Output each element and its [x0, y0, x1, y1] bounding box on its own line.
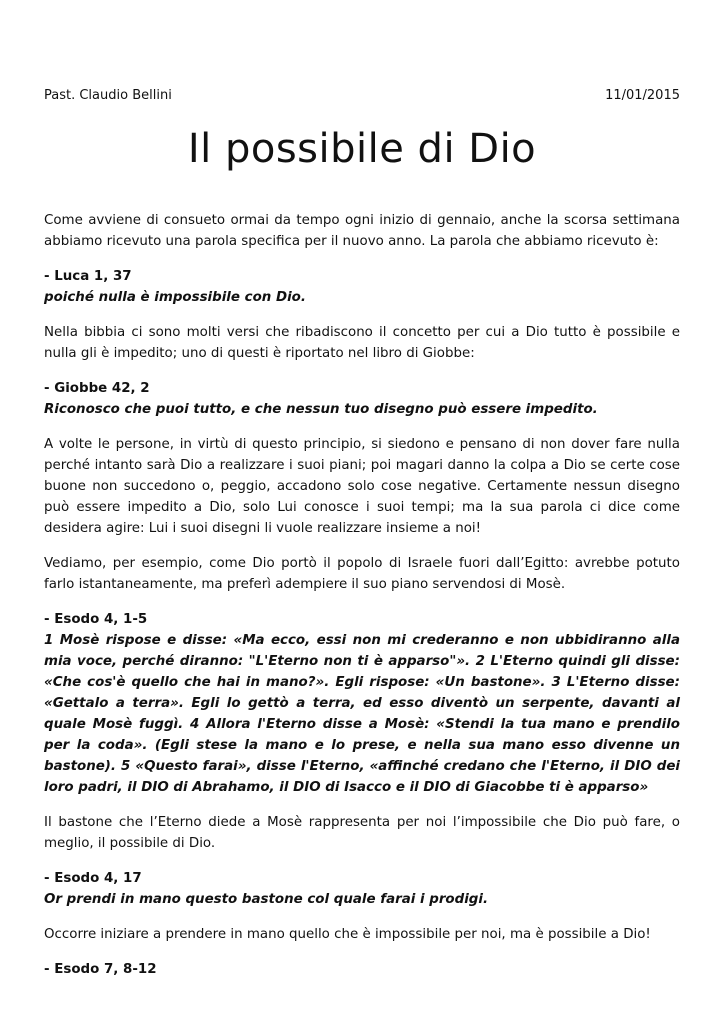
verse-block [44, 609, 680, 798]
document-body [44, 210, 680, 980]
paragraph: Nella bibbia ci sono molti versi che ribadiscono il concetto per cui a Dio tutto è possibile e nulla gli è impedito; uno di questi è riportato nel libro di Giobbe: [44, 325, 680, 361]
verse-text: 1 Mosè rispose e disse: «Ma ecco, essi non mi crederanno e non ubbidiranno alla mia voce, perché diranno: "L'Eterno non ti è apparso"». 2 L'Eterno quindi gli disse: «Che cos'è quello che hai in mano?». Egli rispose: «Un bastone». 3 L'Eterno disse: «Gettalo a terra». Egli lo gettò a terra, ed esso diventò un serpente, davanti al quale Mosè fuggì. 4 Allora l'Eterno disse a Mosè: «Stendi la tua mano e prendilo per la coda». (Egli stese la mano e lo prese, e nella sua mano esso divenne un bastone). 5 «Questo farai», disse l'Eterno, «affinché credano che l'Eterno, il DIO dei loro padri, il DIO di Abrahamo, il DIO di Isacco e il DIO di Giacobbe ti è apparso» [44, 633, 680, 795]
verse-reference: - Esodo 4, 1-5 [44, 612, 148, 627]
verse-text: Or prendi in mano questo bastone col quale farai i prodigi. [44, 892, 489, 907]
verse-text: Riconosco che puoi tutto, e che nessun tuo disegno può essere impedito. [44, 402, 598, 417]
verse-reference: - Giobbe 42, 2 [44, 381, 150, 396]
paragraph-intro: Come avviene di consueto ormai da tempo ogni inizio di gennaio, anche la scorsa settimana abbiamo ricevuto una parola specifica per il nuovo anno. La parola che abbiamo ricevuto è: [44, 213, 680, 249]
verse-reference: - Esodo 4, 17 [44, 871, 142, 886]
page-title: Il possibile di Dio [187, 126, 537, 172]
document-date: 11/01/2015 [605, 88, 680, 103]
verse-block [44, 868, 680, 910]
verse-reference: - Luca 1, 37 [44, 269, 132, 284]
paragraph: A volte le persone, in virtù di questo principio, si siedono e pensano di non dover fare nulla perché intanto sarà Dio a realizzare i suoi piani; poi magari danno la colpa a Dio se certe cose buone non succedono o, peggio, accadono solo cose negative. Certamente nessun disegno può essere impedito a Dio, solo Lui conosce i suoi tempi; ma la sua parola ci dice come desidera agire: Lui i suoi disegni li vuole realizzare insieme a noi! [44, 437, 680, 536]
paragraph: Il bastone che l’Eterno diede a Mosè rappresenta per noi l’impossibile che Dio può fare, o meglio, il possibile di Dio. [44, 815, 680, 851]
verse-block [44, 378, 680, 420]
paragraph: Vediamo, per esempio, come Dio portò il popolo di Israele fuori dall’Egitto: avrebbe potuto farlo istantaneamente, ma preferì adempiere il suo piano servendosi di Mosè. [44, 556, 680, 592]
verse-block [44, 266, 680, 308]
verse-text: poiché nulla è impossibile con Dio. [44, 290, 306, 305]
paragraph: Occorre iniziare a prendere in mano quello che è impossibile per noi, ma è possibile a Dio! [44, 927, 651, 942]
author-name: Past. Claudio Bellini [44, 88, 172, 103]
verse-reference: - Esodo 7, 8-12 [44, 962, 157, 977]
document-header [44, 88, 680, 106]
